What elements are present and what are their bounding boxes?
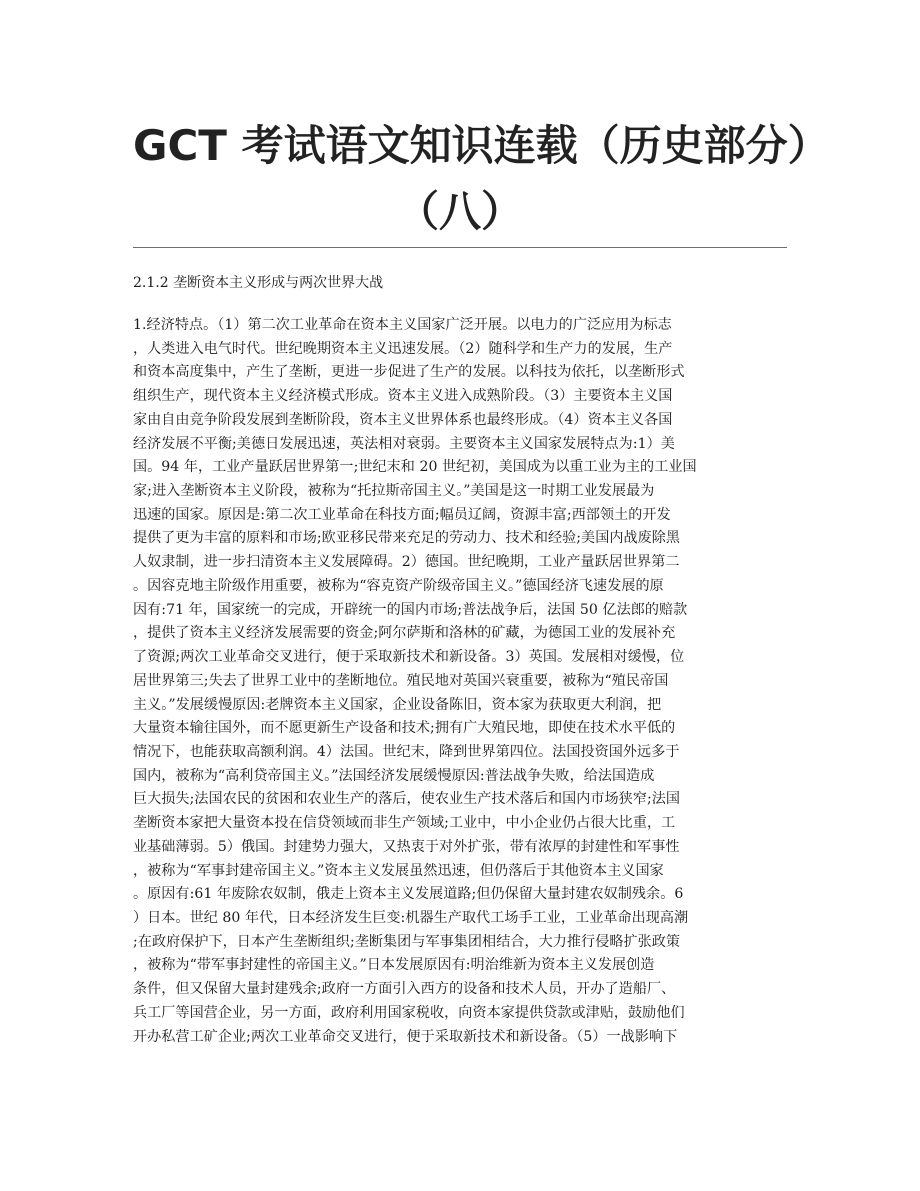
body-text-line: ，人类进入电气时代。世纪晚期资本主义迅速发展。（2）随科学和生产力的发展，生产 [133,340,673,357]
body-text-line: 居世界第三;失去了世界工业中的垄断地位。殖民地对英国兴衰重要，被称为“殖民帝国 [133,672,669,689]
body-text-line: 组织生产，现代资本主义经济模式形成。资本主义进入成熟阶段。（3）主要资本主义国 [133,388,673,405]
body-text-line: 提供了更为丰富的原料和市场;欧亚移民带来充足的劳动力、技术和经验;美国内战废除黑 [133,530,681,547]
body-text-line: ）日本。世纪 80 年代，日本经济发生巨变:机器生产取代工场手工业，工业革命出现高潮 [133,909,689,926]
body-text-line: ;在政府保护下，日本产生垄断组织;垄断集团与军事集团相结合，大力推行侵略扩张政策 [133,933,681,950]
body-text-line: 了资源;两次工业革命交叉进行，便于采取新技术和新设备。3）英国。发展相对缓慢，位 [133,649,685,666]
body-text-line: 垄断资本家把大量资本投在信贷领域而非生产领域;工业中，中小企业仍占很大比重，工 [133,815,676,832]
body-text-line: 经济发展不平衡;美德日发展迅速，英法相对衰弱。主要资本主义国家发展特点为:1）美 [133,435,675,452]
body-text-line: 巨大损失;法国农民的贫困和农业生产的落后，使农业生产技术落后和国内市场狭窄;法国 [133,791,681,808]
body-text-line: 家由自由竞争阶段发展到垄断阶段，资本主义世界体系也最终形成。（4）资本主义各国 [133,411,673,428]
body-text-line: ，提供了资本主义经济发展需要的资金;阿尔萨斯和洛林的矿藏，为德国工业的发展补充 [133,625,676,642]
body-text-line: 和资本高度集中，产生了垄断，更进一步促进了生产的发展。以科技为依托，以垄断形式 [133,364,685,381]
document-title: GCT 考试语文知识连载（历史部分） [133,121,830,170]
body-text-line: 国。94 年，工业产量跃居世界第一;世纪末和 20 世纪初，美国成为以重工业为主的工业国 [133,459,697,476]
body-text-line: ，被称为“军事封建帝国主义。”资本主义发展虽然迅速，但仍落后于其他资本主义国家 [133,862,664,879]
body-text [133,314,787,1049]
document-title-part: （八） [396,187,523,236]
body-text-line: ，被称为“带军事封建性的帝国主义。”日本发展原因有:明治维新为资本主义发展创造 [133,957,655,974]
body-text-line: 主义。”发展缓慢原因:老牌资本主义国家，企业设备陈旧，资本家为获取更大利润，把 [133,696,662,713]
body-text-line: 因有:71 年，国家统一的完成，开辟统一的国内市场;普法战争后，法国 50 亿法郎的赔款 [133,601,688,618]
body-text-line: 家;进入垄断资本主义阶段，被称为“托拉斯帝国主义。”美国是这一时期工业发展最为 [133,483,655,500]
title-divider [133,247,787,248]
body-text-line: 国内，被称为“高利贷帝国主义。”法国经济发展缓慢原因:普法战争失败，给法国造成 [133,767,655,784]
section-heading: 2.1.2 垄断资本主义形成与两次世界大战 [133,275,384,291]
body-text-line: 情况下，也能获取高额利润。4）法国。世纪末，降到世界第四位。法国投资国外远多于 [133,743,680,760]
body-text-line: 开办私营工矿企业;两次工业革命交叉进行，便于采取新技术和新设备。（5）一战影响下 [133,1028,678,1045]
body-text-line: 人奴隶制，进一步扫清资本主义发展障碍。2）德国。世纪晚期，工业产量跃居世界第二 [133,554,680,571]
body-text-line: 大量资本输往国外，而不愿更新生产设备和技术;拥有广大殖民地，即使在技术水平低的 [133,720,676,737]
body-text-line: 迅速的国家。原因是:第二次工业革命在科技方面;幅员辽阔，资源丰富;西部领土的开发 [133,506,671,523]
body-text-line: 业基础薄弱。5）俄国。封建势力强大，又热衷于对外扩张，带有浓厚的封建性和军事性 [133,838,680,855]
body-text-line: 条件，但又保留大量封建残余;政府一方面引入西方的设备和技术人员，开办了造船厂、 [133,981,676,998]
body-text-line: 1.经济特点。（1）第二次工业革命在资本主义国家广泛开展。以电力的广泛应用为标志 [133,317,672,333]
body-text-line: 。原因有:61 年废除农奴制，俄走上资本主义发展道路;但仍保留大量封建农奴制残余。6 [133,886,684,903]
body-text-line: 兵工厂等国营企业，另一方面，政府利用国家税收，向资本家提供贷款或津贴，鼓励他们 [133,1004,685,1021]
body-text-line: 。因容克地主阶级作用重要，被称为“容克资产阶级帝国主义。”德国经济飞速发展的原 [133,577,664,594]
